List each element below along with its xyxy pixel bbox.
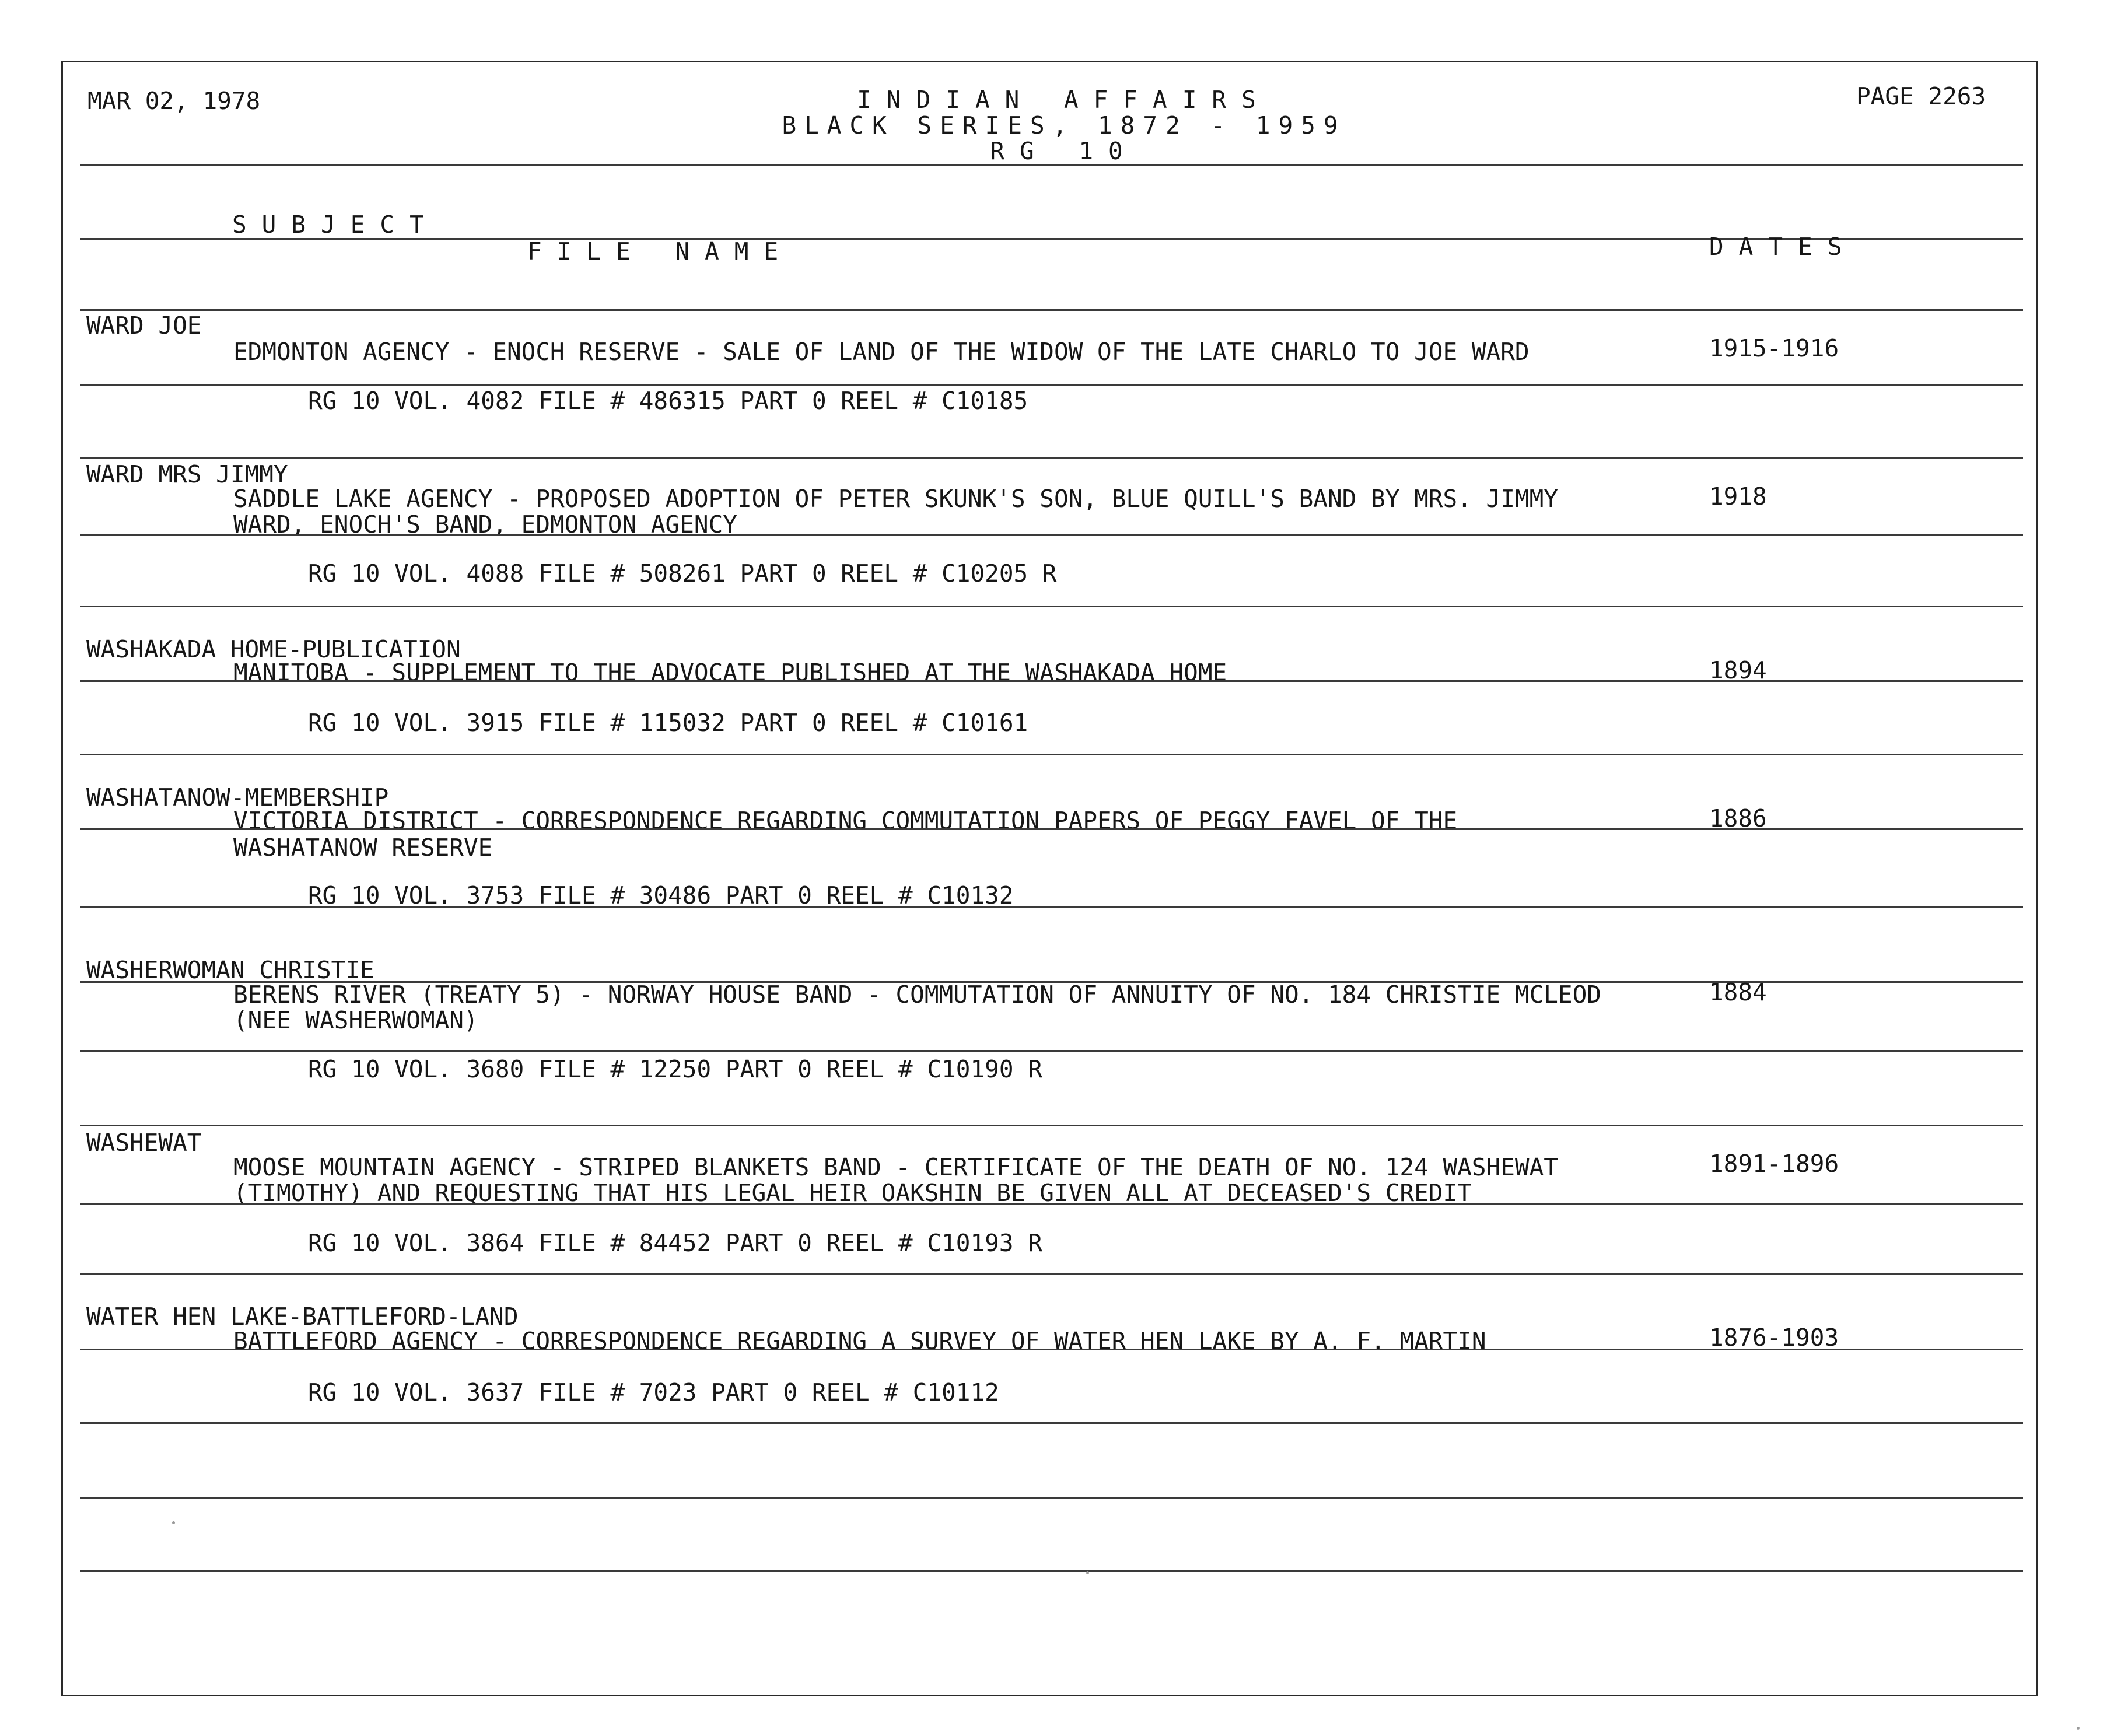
row-rule [80,1422,2023,1424]
entry-dates: 1886 [1709,804,1767,832]
entry-subject: WASHATANOW-MEMBERSHIP [86,783,389,811]
row-rule [80,828,2023,830]
page-frame [61,61,2038,1696]
record-group: RG 10 [990,137,1138,165]
entry-dates: 1876-1903 [1709,1324,1839,1352]
entry-reference: RG 10 VOL. 3753 FILE # 30486 PART 0 REEL # C10132 [308,881,1014,909]
column-subject: SUBJECT [232,211,439,239]
entry-description: (NEE WASHERWOMAN) [233,1006,478,1034]
entry-description: VICTORIA DISTRICT - CORRESPONDENCE REGARDING COMMUTATION PAPERS OF PEGGY FAVEL OF THE [233,807,1458,835]
column-dates: DATES [1709,233,1857,261]
row-rule [80,457,2023,459]
entry-reference: RG 10 VOL. 3915 FILE # 115032 PART 0 REEL # C10161 [308,709,1028,737]
entry-dates: 1918 [1709,482,1767,510]
entry-reference: RG 10 VOL. 3637 FILE # 7023 PART 0 REEL # C10112 [308,1378,999,1406]
entry-description: MOOSE MOUNTAIN AGENCY - STRIPED BLANKETS BAND - CERTIFICATE OF THE DEATH OF NO. 124 WASHEWAT [233,1153,1558,1181]
entry-dates: 1894 [1709,656,1767,684]
entry-subject: WASHAKADA HOME-PUBLICATION [86,635,461,663]
column-header-rule [80,309,2023,311]
row-rule [80,1125,2023,1126]
row-rule [80,754,2023,755]
row-rule [80,1349,2023,1350]
row-rule [80,1570,2023,1572]
report-date: MAR 02, 1978 [88,87,261,115]
header-rule [80,164,2023,166]
scan-speck [1086,1572,1089,1574]
entry-description: SADDLE LAKE AGENCY - PROPOSED ADOPTION OF PETER SKUNK'S SON, BLUE QUILL'S BAND BY MRS. JIMMY [233,485,1558,513]
scan-speck [172,1521,175,1524]
entry-description: WASHATANOW RESERVE [233,834,493,862]
entry-subject: WARD MRS JIMMY [86,460,288,488]
row-rule [80,680,2023,682]
page-number: PAGE 2263 [1856,82,1986,110]
entry-description: EDMONTON AGENCY - ENOCH RESERVE - SALE OF LAND OF THE WIDOW OF THE LATE CHARLO TO JOE WARD [233,338,1530,366]
entry-reference: RG 10 VOL. 3680 FILE # 12250 PART 0 REEL # C10190 R [308,1055,1042,1083]
entry-description: BATTLEFORD AGENCY - CORRESPONDENCE REGARDING A SURVEY OF WATER HEN LAKE BY A. F. MARTIN [233,1327,1486,1355]
entry-reference: RG 10 VOL. 3864 FILE # 84452 PART 0 REEL # C10193 R [308,1229,1042,1257]
row-rule [80,606,2023,607]
report-title: INDIAN AFFAIRS [857,86,1271,114]
entry-description: (TIMOTHY) AND REQUESTING THAT HIS LEGAL HEIR OAKSHIN BE GIVEN ALL AT DECEASED'S CREDIT [233,1179,1472,1207]
entry-subject: WARD JOE [86,312,202,340]
row-rule [80,534,2023,536]
row-rule [80,1273,2023,1275]
entry-dates: 1891-1896 [1709,1150,1839,1178]
entry-reference: RG 10 VOL. 4082 FILE # 486315 PART 0 REEL # C10185 [308,387,1028,415]
entry-reference: RG 10 VOL. 4088 FILE # 508261 PART 0 REEL # C10205 R [308,559,1057,587]
entry-subject: WATER HEN LAKE-BATTLEFORD-LAND [86,1303,519,1331]
report-series: BLACK SERIES, 1872 - 1959 [782,111,1346,139]
scan-speck [2077,1727,2080,1730]
entry-description: WARD, ENOCH'S BAND, EDMONTON AGENCY [233,510,737,538]
row-rule [80,384,2023,386]
entry-dates: 1884 [1709,978,1767,1006]
row-rule [80,907,2023,908]
entry-subject: WASHEWAT [86,1129,202,1157]
column-file-name: FILE NAME [527,237,794,265]
entry-dates: 1915-1916 [1709,334,1839,362]
row-rule [80,1050,2023,1052]
row-rule [80,1497,2023,1499]
entry-subject: WASHERWOMAN CHRISTIE [86,956,374,984]
entry-description: BERENS RIVER (TREATY 5) - NORWAY HOUSE BAND - COMMUTATION OF ANNUITY OF NO. 184 CHRISTIE MCLEOD [233,981,1601,1009]
row-rule [80,1203,2023,1205]
entry-description: MANITOBA - SUPPLEMENT TO THE ADVOCATE PUBLISHED AT THE WASHAKADA HOME [233,659,1227,687]
